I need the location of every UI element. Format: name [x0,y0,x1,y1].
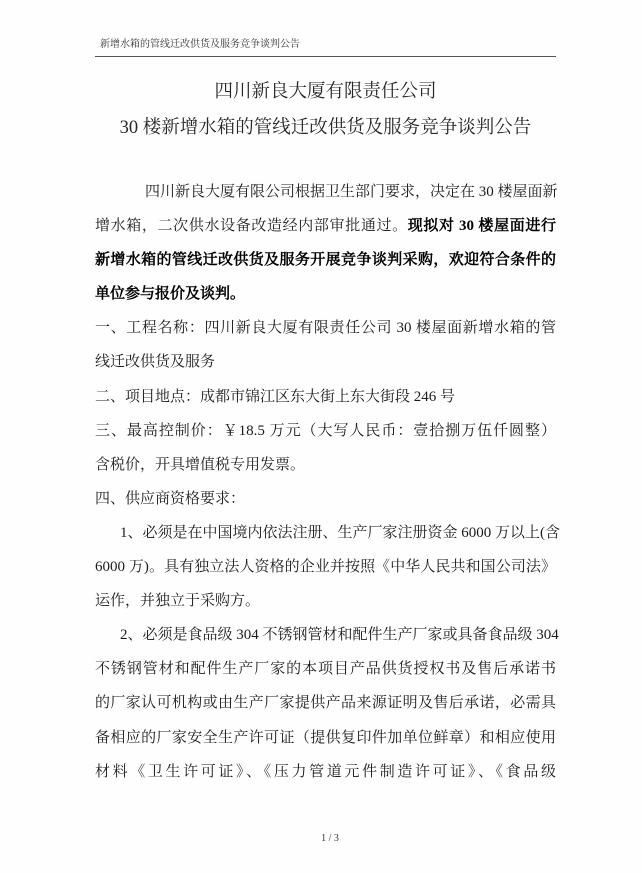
requirement-2-line: 不锈钢管材和配件生产厂家的本项目产品供货授权书及售后承诺书 [95,661,556,678]
intro-line: 单位参与报价及谈判。 [95,286,246,303]
requirement-1-line: 1、必须是在中国境内依法注册、生产厂家注册资金 6000 万以上(含 [120,524,560,541]
section-supplier-requirements-heading: 四、供应商资格要求： [95,490,246,507]
page-number: 1 / 3 [321,833,339,844]
intro-line: 新增水箱的管线迁改供货及服务开展竞争谈判采购，欢迎符合条件的 [95,252,556,269]
section-project-name-cont: 线迁改供货及服务 [95,354,216,371]
running-header: 新增水箱的管线迁改供货及服务竞争谈判公告 [100,39,300,50]
title-subject: 30 楼新增水箱的管线迁改供货及服务竞争谈判公告 [119,118,532,138]
requirement-2-line: 材料《卫生许可证》、《压力管道元件制造许可证》、《食品级 [95,763,556,780]
section-max-price-cont: 含税价，开具增值税专用发票。 [95,456,306,473]
intro-text-plain: 增水箱，二次供水设备改造经内部审批通过。 [95,218,408,235]
intro-line: 四川新良大厦有限公司根据卫生部门要求，决定在 30 楼屋面新 [145,184,558,200]
requirement-2-line: 的厂家认可机构或由生产厂家提供产品来源证明及售后承诺，必需具 [95,695,556,712]
requirement-2-line: 备相应的厂家安全生产许可证（提供复印件加单位鲜章）和相应使用 [95,729,556,746]
section-project-location: 二、项目地点：成都市锦江区东大街上东大街段 246 号 [95,388,456,405]
requirement-2-line: 2、必须是食品级 304 不锈钢管材和配件生产厂家或具备食品级 304 [120,627,559,644]
title-company: 四川新良大厦有限责任公司 [214,82,437,102]
requirement-1-line: 6000 万)。具有独立法人资格的企业并按照《中华人民共和国公司法》 [95,559,556,576]
intro-text-bold: 现拟对 30 楼屋面进行 [407,218,556,235]
section-max-price: 三、最高控制价：￥18.5 万元（大写人民币：壹拾捌万伍仟圆整） [95,422,556,439]
intro-line [95,209,556,243]
section-project-name: 一、工程名称：四川新良大厦有限责任公司 30 楼屋面新增水箱的管 [95,320,556,337]
requirement-1-line: 运作，并独立于采购方。 [95,593,261,610]
notice-body [95,175,560,789]
header-divider [95,56,556,57]
